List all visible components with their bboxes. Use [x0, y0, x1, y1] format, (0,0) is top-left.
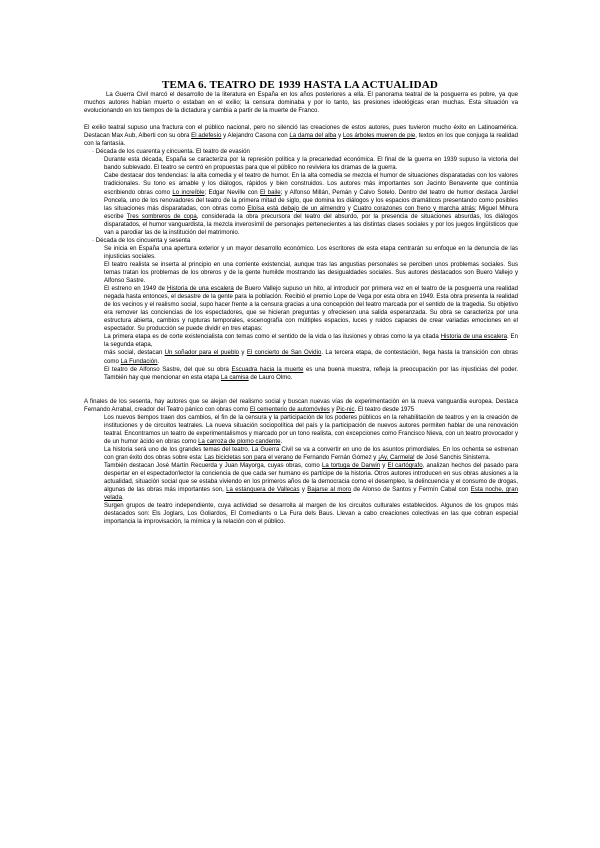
paragraph: A finales de los sesenta, hay autores que se alejan del realismo social y buscan nuevas vías de experimentación en la nueva vanguardia europea. Destaca Fernando Arrabal, creador del Teatro pánico con obras como El cementerio de automóviles y Pic-nic. El teatro desde 1975 [84, 397, 518, 413]
paragraph: Cabe destacar dos tendencias: la alta comedia y el teatro de humor. En la alta comedia se mezcla el humor de situaciones disparatadas con los valores tradicionales. Su tono es amable y los diálogos, rápidos y bien construidos. Los autores más importantes son Jacinto Benavente que continúa escribiendo obras como Lo increíble; Edgar Neville con El baile; y Alfonso Millán, Pemán y Calvo Sotelo. Dentro del teatro de humor destaca Jardiel Poncela, uno de los renovadores del teatro de la primera mitad de siglo, que domina los diálogos y los espacios dramáticos presentando como posibles las situaciones más disparatadas, con obras como Eloísa está debajo de un almendro y Cuatro corazones con freno y marcha atrás; Miguel Mihura escribe Tres sombreros de copa, considerada la obra precursora del teatro del absurdo, por la presencia de situaciones absurdas, los diálogos disparatados, el humor vanguardista, la mezcla inverosímil de personajes pertenecientes a las distintas clases sociales y por los juegos lingüísticos que van a parodiar las de la institución del matrimonio. [104, 172, 518, 236]
paragraph: · Década de los cuarenta y cincuenta. El teatro de evasión [92, 148, 250, 156]
paragraph: Los nuevos tiempos traen dos cambios, el fin de la censura y la participación de los poderes públicos en la rehabilitación de teatros y en la creación de instituciones y de circuitos teatrales. La nueva situación sociopolítica del país y la participación de nuevos autores permiten hablar de una renovación teatral. Encontramos un teatro de experimentalismos y marcado por un tono realista, con excepciones como Francisco Nieva, con un teatro provocador y de un humor ácido en obras como La carroza de plomo candente. [104, 413, 518, 445]
paragraph: También destacan José Martín Recuerda y Juan Mayorga, cuyas obras, como La tortuga de Darwin y El cartógrafo, analizan hechos del pasado para despertar en el espectador/lector la conciencia de que cada ser humano es partícipe de la historia. Otros autores introducen en sus obras alusiones a la actualidad, situación social que se estaba viviendo en los primeros años de la democracia como el desempleo, la delincuencia y el consumo de drogas, algunas de las obras más importantes son, La estanquera de Vallecas y Bajarse al moro de Alonso de Santos y Fermín Cabal con Esta noche, gran velada. [104, 462, 518, 502]
paragraph: El exilio teatral supuso una fractura con el público nacional, pero no silenció las creaciones de estos autores, pues tuvieron mucho éxito en Latinoamérica. Destacan Max Aub, Alberti con su obra El adefesio y Alejandro Casona con La dama del alba y Los árboles mueren de pie, textos en los que conjuga la realidad con la fantasía. [84, 124, 519, 148]
paragraph: · Década de los cincuenta y sesenta [92, 236, 191, 244]
paragraph: El teatro realista se inserta al principio en una corriente existencial, aunque tras las angustias personales se perciben unos problemas sociales. Sus temas tratan los problemas de los obreros y de la gente humilde mostrando las desigualdades sociales. Sus autores destacados son Buero Vallejo y Alfonso Sastre. [104, 260, 518, 285]
paragraph: La primera etapa es de corte existencialista con temas como el sentido de la vida o las ilusiones y obras como la ya citada Historia de una escalera. En la segunda etapa, [104, 333, 519, 349]
document-body [84, 91, 518, 526]
paragraph: La Guerra Civil marcó el desarrollo de la literatura en España en los años posteriores a ella. El panorama teatral de la posguerra es pobre, ya que muchos autores habían muerto o estaban en el exilio; la censura dominaba y por lo tanto, las presiones ideológicas eran muchas. Esta situación va evolucionando en los tiempos de la dictadura y cambia a partir de la muerte de Franco. [84, 91, 518, 115]
paragraph: Durante esta década, España se caracteriza por la represión política y la precariedad económica. El final de la guerra en 1939 supuso la victoria del bando sublevado. El teatro se centró en propuestas para que el público no reviviera los dramas de la guerra. [104, 156, 518, 172]
page-title: TEMA 6. TEATRO DE 1939 HASTA LA ACTUALIDAD [161, 79, 439, 91]
paragraph: más social, destacan Un soñador para el pueblo y El concierto de San Ovidio. La tercera etapa, de contestación, llega hasta la transición con obras como La Fundación. [104, 349, 518, 365]
paragraph: La historia será uno de los grandes temas del teatro. La Guerra Civil se va a convertir en uno de los asuntos primordiales. En los ochenta se estrenan con gran éxito dos obras sobre esta: Las bicicletas son para el verano de Fernando Fernán Gómez y ¡Ay, Carmela! de José Sanchis Sinisterra. [104, 445, 518, 461]
paragraph: Surgen grupos de teatro independiente, cuya actividad se desarrolla al margen de los circuitos culturales establecidos. Algunos de los grupos más destacados son: Els Joglars, Los Goliardos, El Comediants o La Fura dels Baus. Llevan a cabo creaciones colectivas en las que cobran especial importancia la improvisación, la mímica y la relación con el público. [104, 502, 518, 526]
paragraph: Se inicia en España una apertura exterior y un mayor desarrollo económico. Los escritores de esta etapa centrarán su enfoque en la denuncia de las injusticias sociales. [104, 244, 518, 260]
paragraph: El teatro de Alfonso Sastre, del que su obra Escuadra hacia la muerte es una buena muestra, refleja la preocupación por las injusticias del poder. También hay que mencionar en esta etapa La camisa de Lauro Olmo. [104, 365, 518, 381]
paragraph: El estreno en 1949 de Historia de una escalera de Buero Vallejo supuso un hito, al introducir por primera vez en el teatro de la posguerra una realidad negada hasta entonces, el desastre de la gente para la población. Recibió el premio Lope de Vega por esta obra en 1949. Esta obra presenta la realidad de los vecinos y el realismo social, supo hacer frente a la censura gracias a una concepción del teatro marcada por el sentido de la tragedia. Su objetivo era remover las conciencias de los espectadores, que se hicieran preguntas y ofreciesen una salida esperanzada. Su obra se caracteriza por una estructura abierta, cambios y rupturas temporales, escenografía con múltiples espacios, luces y ruidos capaces de crear variadas emociones en el espectador. Su producción se puede dividir en tres etapas: [104, 285, 518, 333]
